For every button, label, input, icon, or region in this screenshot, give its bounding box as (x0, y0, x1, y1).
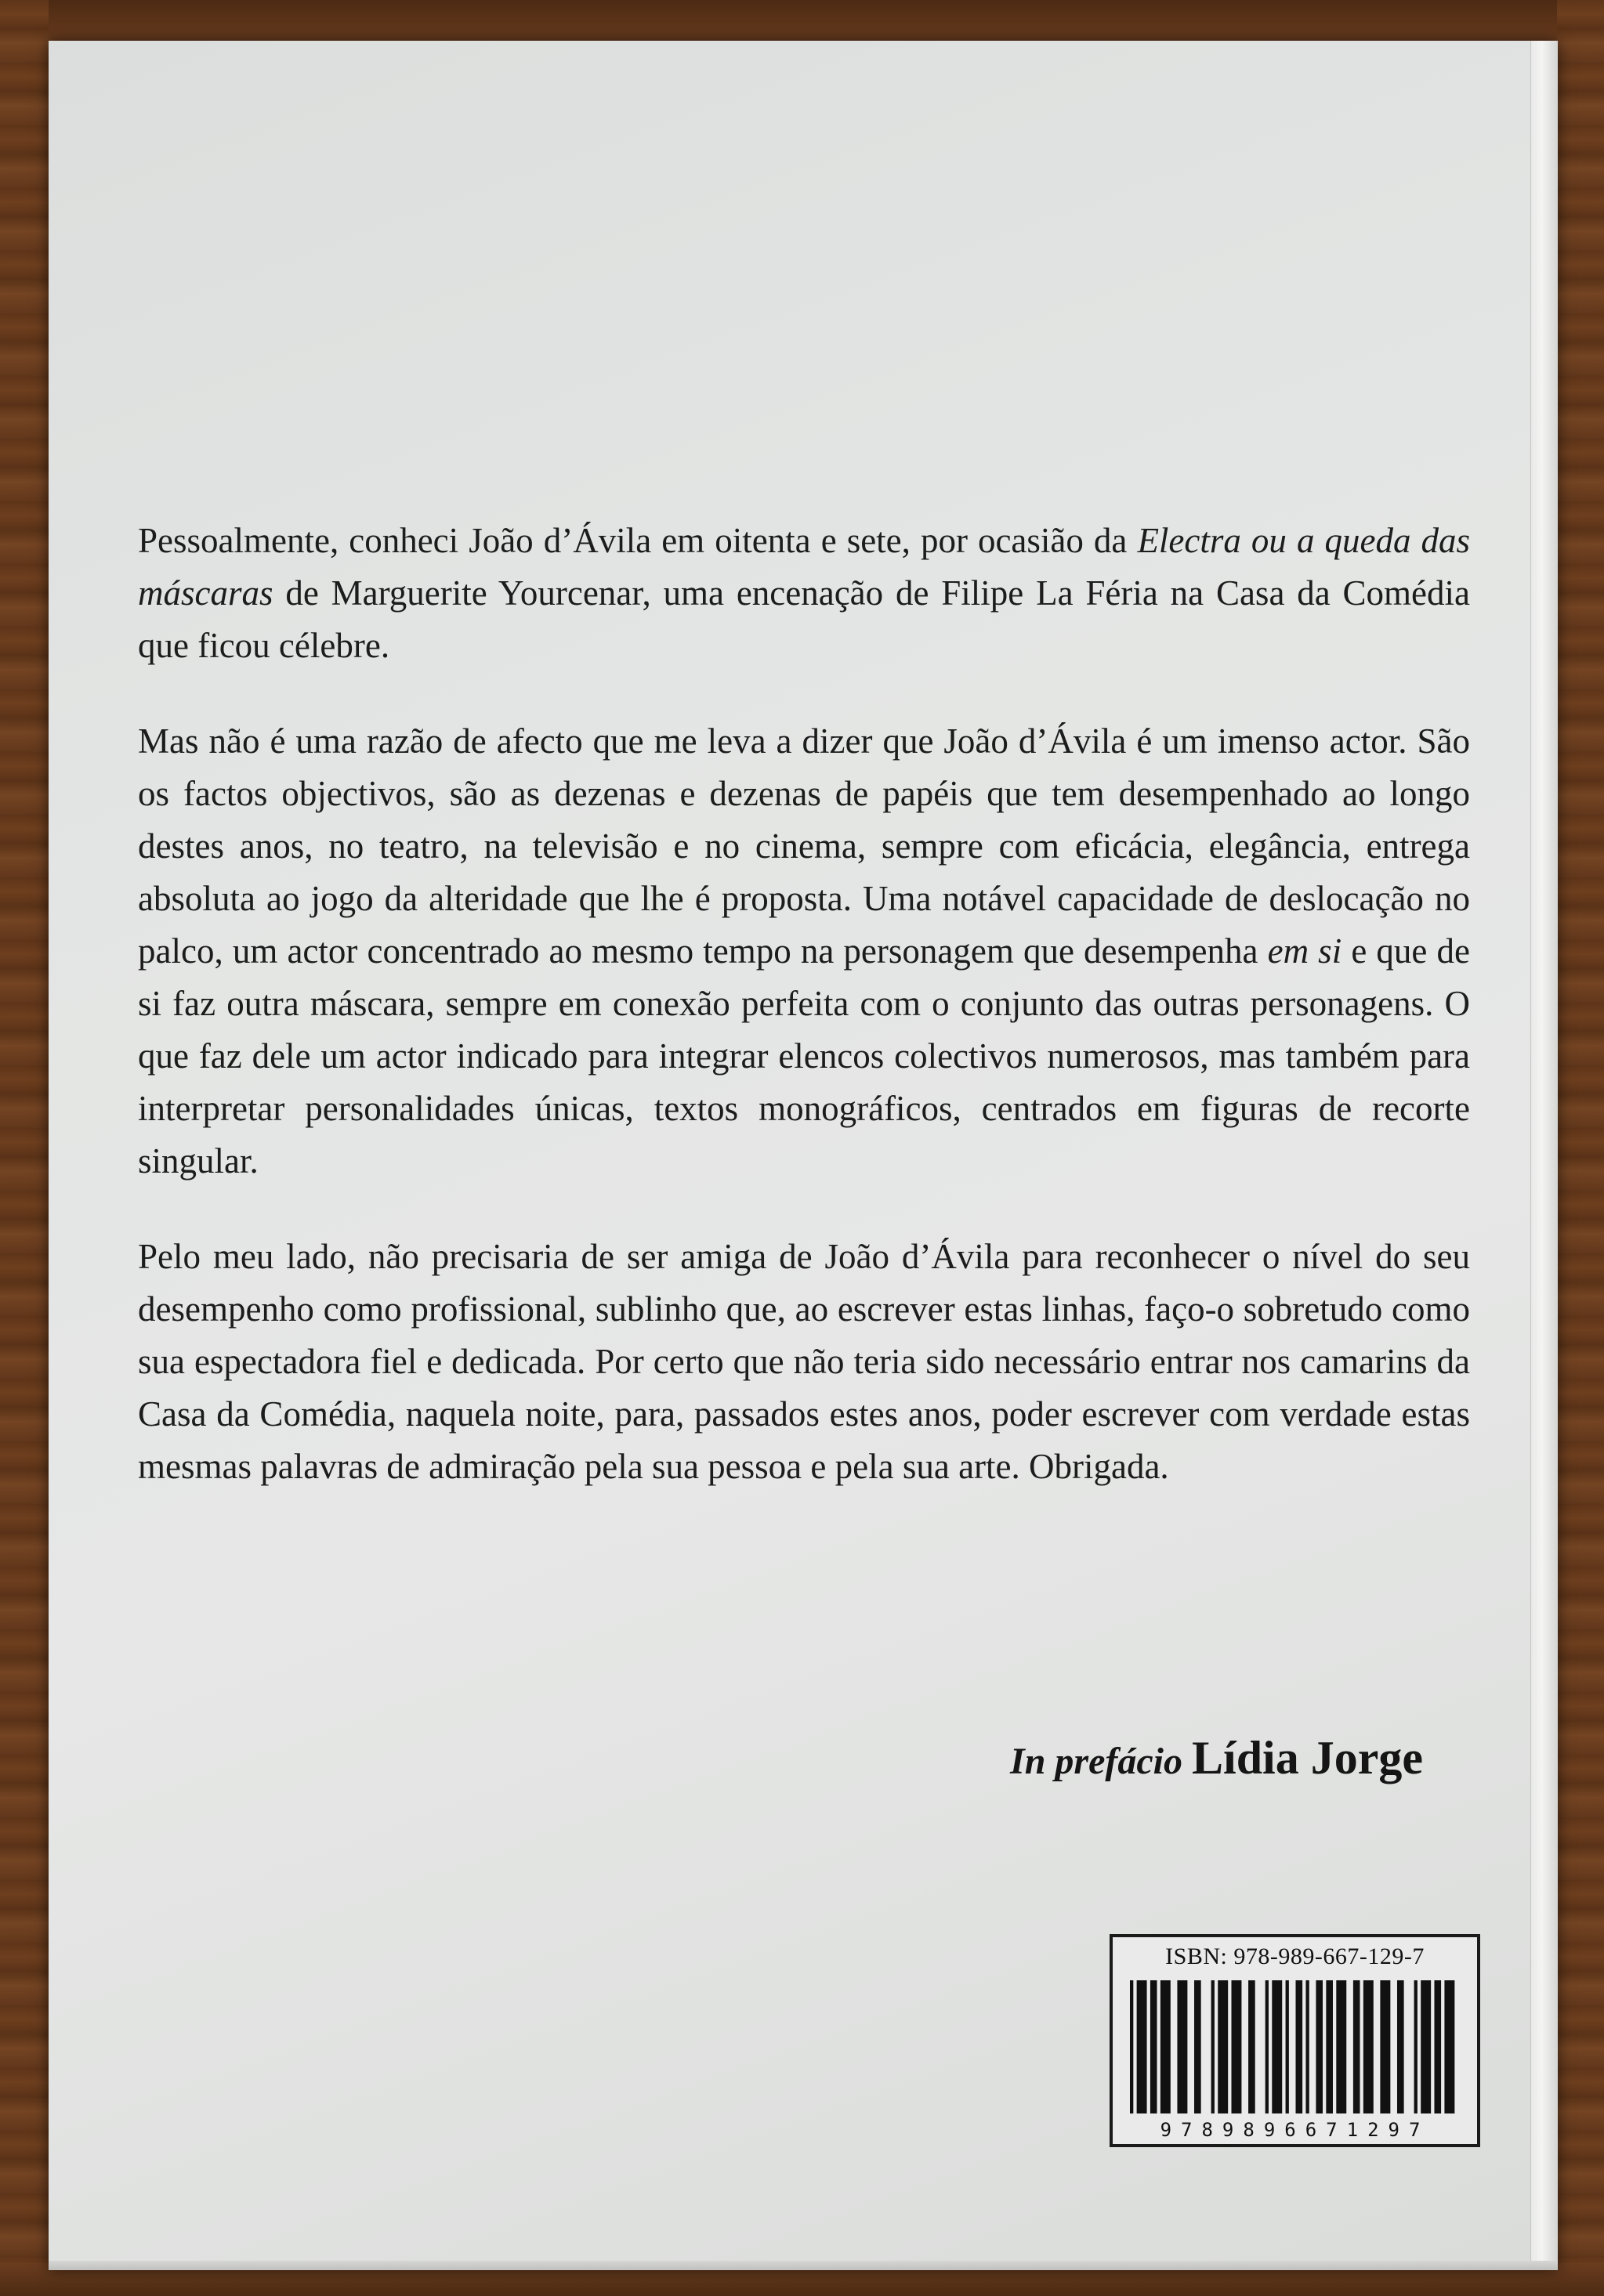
barcode-bar (1363, 1980, 1374, 2113)
barcode-bar (1272, 1980, 1282, 2113)
barcode-bar (1218, 1980, 1228, 2113)
barcode-bar (1434, 1980, 1441, 2113)
barcode-digits: 9789896671297 (1160, 2119, 1430, 2141)
book-back-cover (49, 41, 1558, 2270)
wooden-table-top (0, 0, 1604, 45)
barcode-bar (1211, 1980, 1215, 2113)
paragraph-run: Pessoalmente, conheci João d’Ávila em oitenta e sete, por ocasião da (138, 521, 1138, 560)
wooden-table-left (0, 0, 49, 2296)
wooden-table-right (1557, 0, 1604, 2296)
paragraph-run-italic: em si (1267, 931, 1342, 971)
barcode-bar (1414, 1980, 1418, 2113)
book-page-edge (1530, 41, 1558, 2270)
barcode-bar (1231, 1980, 1241, 2113)
paragraph-run: e que de si faz outra máscara, sempre em conexão perfeita com o conjunto das outras personagens. O que faz dele um actor indicado para integrar elencos colectivos numerosos, mas também para interpretar personalidades únicas, textos monográficos, centrados em figuras de recorte singular. (138, 931, 1470, 1181)
barcode-bar (1137, 1980, 1147, 2113)
blurb-text (138, 515, 1470, 1536)
barcode-bar (1194, 1980, 1201, 2113)
barcode-bar (1286, 1980, 1289, 2113)
barcode-bar (1336, 1980, 1346, 2113)
isbn-barcode (1110, 1934, 1480, 2147)
barcode-bars (1130, 1980, 1461, 2113)
preface-signature (1010, 1731, 1423, 1785)
barcode-bar (1248, 1980, 1255, 2113)
barcode-bar (1130, 1980, 1133, 2113)
paragraph-run: Pelo meu lado, não precisaria de ser amiga de João d’Ávila para reconhecer o nível do seu desempenho como profissional, sublinho que, ao escrever estas linhas, faço-o sobretudo como sua espectadora fiel e dedicada. Por certo que não teria sido necessário entrar nos camarins da Casa da Comédia, naquela noite, para, passados estes anos, poder escrever com verdade estas mesmas palavras de admiração pela sua pessoa e pela sua arte. Obrigada. (138, 1237, 1470, 1486)
barcode-bar (1150, 1980, 1157, 2113)
signature-author: Lídia Jorge (1192, 1732, 1423, 1784)
barcode-bar (1265, 1980, 1269, 2113)
barcode-bar (1397, 1980, 1404, 2113)
blurb-paragraph-2 (138, 715, 1470, 1188)
paragraph-run: Mas não é uma razão de afecto que me leva a dizer que João d’Ávila é um imenso actor. São os factos objectivos, são as dezenas e dezenas de papéis que tem desempenhado ao longo destes anos, no teatro, na televisão e no cinema, sempre com eficácia, elegância, entrega absoluta ao jogo da alteridade que lhe é proposta. Uma notável capacidade de deslocação no palco, um actor concentrado ao mesmo tempo na personagem que desempenha (138, 721, 1470, 971)
blurb-paragraph-3 (138, 1231, 1470, 1493)
barcode-bar (1177, 1980, 1187, 2113)
barcode-bar (1160, 1980, 1171, 2113)
paragraph-run: de Marguerite Yourcenar, uma encenação de Filipe La Féria na Casa da Comédia que ficou célebre. (138, 573, 1470, 665)
barcode-bar (1353, 1980, 1360, 2113)
blurb-paragraph-1 (138, 515, 1470, 672)
barcode-bar (1444, 1980, 1454, 2113)
barcode-bar (1380, 1980, 1390, 2113)
isbn-label: ISBN: 978-989-667-129-7 (1165, 1943, 1425, 1969)
book-bottom-edge (49, 2261, 1558, 2270)
paragraph-run-italic: Electra ou a queda das máscaras (138, 521, 1471, 613)
barcode-bar (1421, 1980, 1431, 2113)
barcode-bar (1316, 1980, 1323, 2113)
signature-prefix: In prefácio (1010, 1741, 1182, 1782)
barcode-bar (1296, 1980, 1303, 2113)
barcode-bar (1305, 1980, 1309, 2113)
barcode-bar (1326, 1980, 1333, 2113)
